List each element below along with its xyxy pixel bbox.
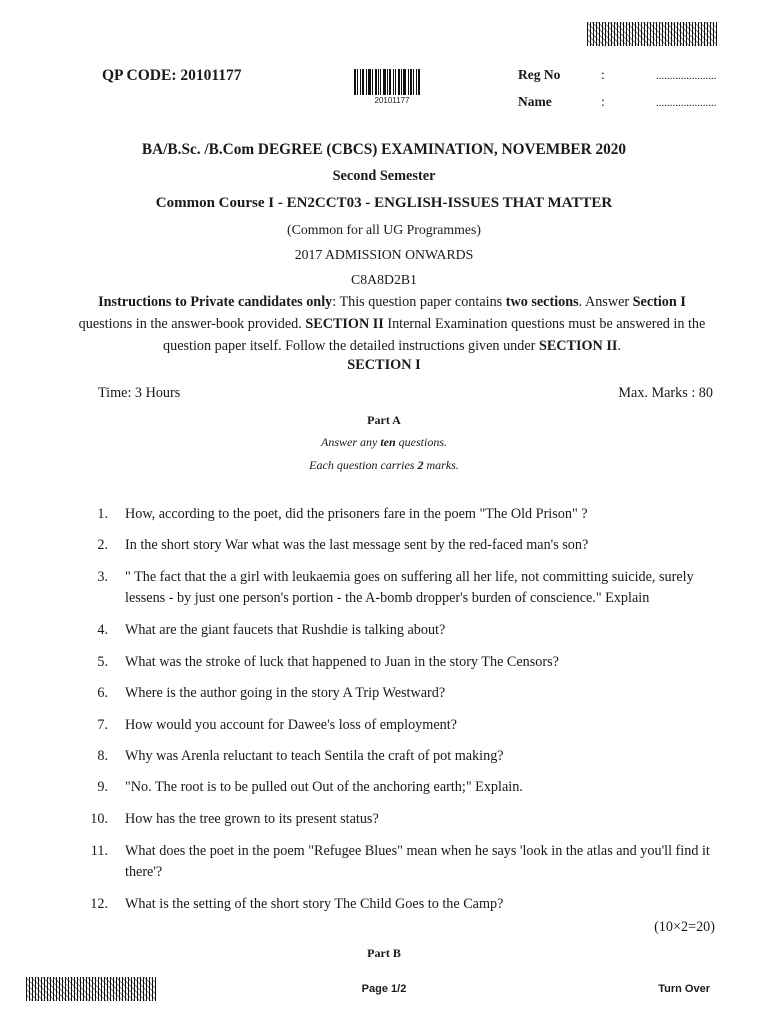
question-number: 6. [97, 685, 108, 701]
instructions-text-5: . [617, 338, 621, 354]
instructions-text-2: . Answer [578, 294, 633, 310]
reg-no-field[interactable]: ...................... [656, 70, 717, 82]
question-text: What does the poet in the poem "Refugee Blues" mean when he says 'look in the atlas and you'll find it there'? [125, 843, 710, 880]
name-field[interactable]: ...................... [656, 97, 717, 109]
question-number: 10. [90, 811, 108, 827]
question-text: Why was Arenla reluctant to teach Sentila the craft of pot making? [125, 748, 504, 764]
instructions-bold-4: SECTION II [305, 316, 384, 332]
name-label: Name [518, 94, 552, 109]
question-number: 2. [97, 537, 108, 553]
question-number: 5. [97, 654, 108, 670]
question-text: How has the tree grown to its present status? [125, 811, 379, 827]
question-text: " The fact that the a girl with leukaemia goes on suffering all her life, not committing suicide, surely lessens - by just one person's portion - the A-bomb dropper's burden of conscience." Explain [125, 569, 694, 606]
question-number: 7. [97, 717, 108, 733]
section-title: SECTION I [347, 357, 421, 373]
instructions-bold-3: Section I [632, 294, 686, 310]
question-text: What are the giant faucets that Rushdie is talking about? [125, 622, 446, 638]
each-pre: Each question carries [309, 458, 418, 472]
instructions [72, 291, 712, 357]
instructions-bold-2: two sections [505, 294, 579, 310]
barcode-number: 20101177 [374, 96, 410, 105]
question-text: Where is the author going in the story A Trip Westward? [125, 685, 446, 701]
question-number: 4. [97, 622, 108, 638]
page-number: Page 1/2 [361, 983, 407, 995]
name-colon: : [601, 94, 605, 109]
instructions-text-1: : This question paper contains [332, 294, 506, 310]
time-label: Time: 3 Hours [98, 385, 181, 401]
answer-bold: ten [380, 435, 396, 449]
part-b-title: Part B [367, 946, 401, 960]
question-number: 12. [90, 896, 108, 912]
instructions-text-3: questions in the answer-book provided. [78, 316, 306, 332]
question-text: What was the stroke of luck that happened to Juan in the story The Censors? [125, 654, 559, 670]
marks-instruction [0, 458, 768, 473]
question-text: How, according to the poet, did the prisoners fare in the poem "The Old Prison" ? [125, 506, 588, 522]
reg-no-colon: : [601, 67, 605, 82]
answer-post: questions. [395, 435, 447, 449]
question-text: In the short story War what was the last message sent by the red-faced man's son? [125, 537, 589, 553]
admission: 2017 ADMISSION ONWARDS [294, 247, 474, 262]
exam-title: BA/B.Sc. /B.Com DEGREE (CBCS) EXAMINATION, NOVEMBER 2020 [141, 141, 627, 158]
instructions-text-4: Internal Examination questions must be answered in the question paper itself. Follow the detailed instructions given under [163, 316, 706, 354]
question-text: How would you account for Dawee's loss of employment? [125, 717, 457, 733]
qp-barcode [354, 69, 420, 95]
instructions-bold-5: SECTION II [538, 338, 618, 354]
part-a-title: Part A [367, 413, 401, 427]
paper-code: C8A8D2B1 [351, 272, 417, 287]
qp-code: QP CODE: 20101177 [102, 67, 242, 84]
question-text: "No. The root is to be pulled out Out of the anchoring earth;" Explain. [125, 779, 523, 795]
top-right-barcode [587, 22, 717, 46]
answer-pre: Answer any [320, 435, 381, 449]
question-number: 9. [97, 779, 108, 795]
max-marks: Max. Marks : 80 [618, 385, 713, 401]
question-text: What is the setting of the short story The Child Goes to the Camp? [125, 896, 504, 912]
each-post: marks. [423, 458, 459, 472]
question-number: 1. [97, 506, 108, 522]
instructions-bold-1: Instructions to Private candidates only [98, 294, 333, 310]
part-a-marks: (10×2=20) [654, 919, 715, 935]
question-number: 11. [90, 843, 108, 859]
question-number: 8. [97, 748, 108, 764]
common-note: (Common for all UG Programmes) [287, 222, 481, 237]
reg-no-label: Reg No [518, 67, 561, 82]
semester: Second Semester [332, 168, 436, 184]
question-number: 3. [97, 569, 108, 585]
answer-instruction [0, 435, 768, 450]
turn-over: Turn Over [658, 983, 710, 995]
each-bold: 2 [417, 458, 424, 472]
course-title: Common Course I - EN2CCT03 - ENGLISH-ISSUES THAT MATTER [155, 195, 613, 211]
